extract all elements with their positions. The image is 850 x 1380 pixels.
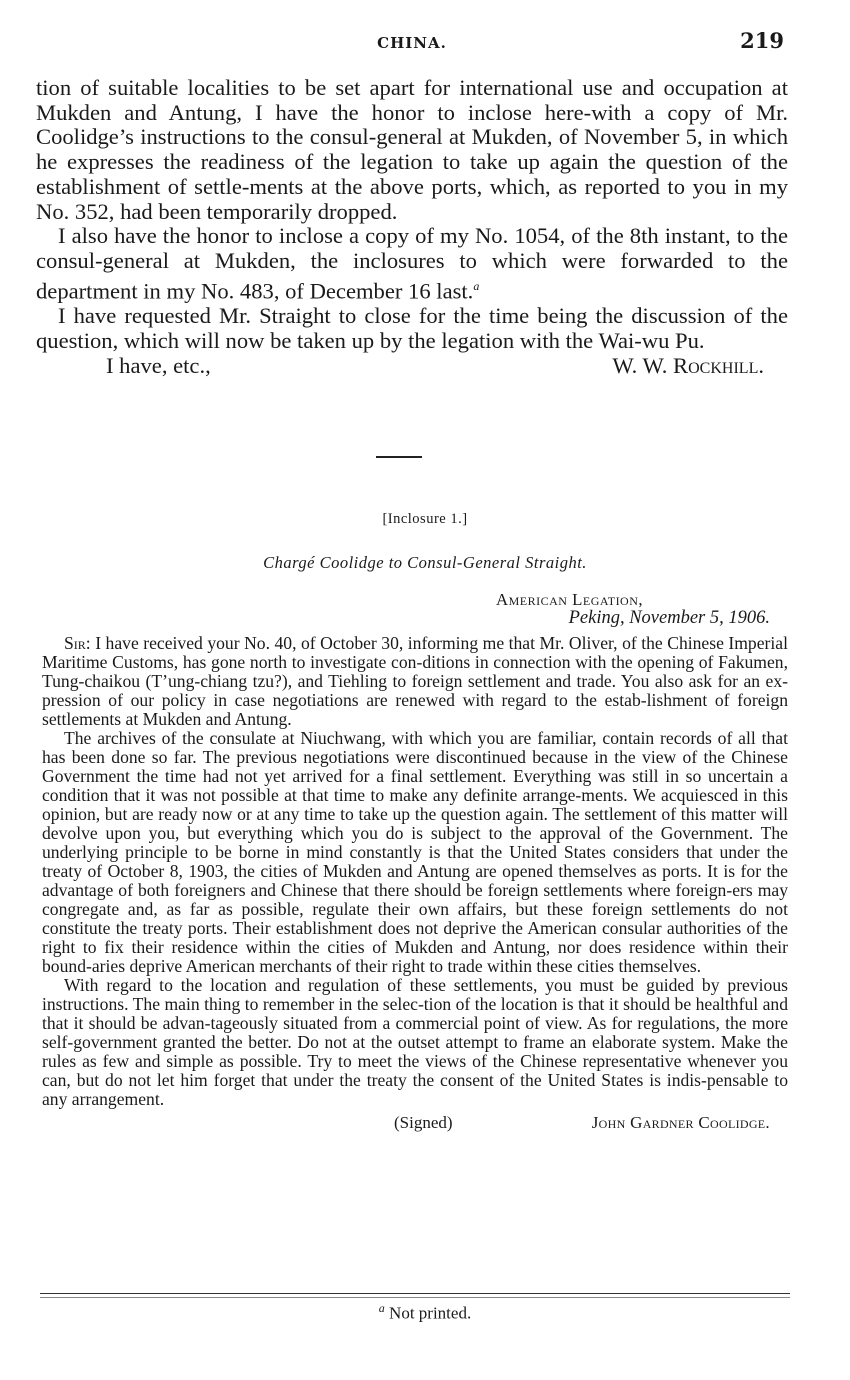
dateline xyxy=(440,590,770,628)
page-number: 219 xyxy=(740,28,784,53)
inclosure-paragraph-1 xyxy=(42,634,788,729)
dateline-place: American Legation, xyxy=(496,590,644,609)
inclosure-signature-row xyxy=(42,1113,788,1135)
footnote-text: Not printed. xyxy=(389,1303,472,1323)
footnote xyxy=(0,1301,850,1324)
letter-closing: I have, etc., xyxy=(106,353,211,379)
salutation: Sir: xyxy=(64,633,91,653)
section-divider xyxy=(376,456,422,458)
letter-paragraph-1: tion of suitable localities to be set apart for international use and occupation at Mukden and Antung, I have the honor to inclose here-with a copy of Mr. Coolidge’s instructions to the consul-general at Mukden, of November 5, in which he expresses the readiness of the legation to take up again the question of the establishment of settle-ments at the above ports, which, as reported to you in my No. 352, had been temporarily dropped. xyxy=(36,75,788,224)
footnote-reference: a xyxy=(473,278,480,293)
letter-paragraph-3: I have requested Mr. Straight to close for the time being the discussion of the question, which will now be taken up by the legation with the Wai-wu Pu. xyxy=(36,302,788,353)
footnote-rule-secondary xyxy=(40,1297,790,1298)
inclosure-signer: John Gardner Coolidge. xyxy=(591,1113,770,1132)
running-title: CHINA. xyxy=(377,34,447,52)
letter-body xyxy=(36,76,788,380)
letter-paragraph-2 xyxy=(36,224,788,304)
signed-label: (Signed) xyxy=(394,1113,453,1132)
inclosure-title: Chargé Coolidge to Consul-General Straight. xyxy=(263,553,587,572)
dateline-date: Peking, November 5, 1906. xyxy=(568,608,770,628)
inclosure-label: [Inclosure 1.] xyxy=(382,511,468,527)
inclosure-paragraph-2: The archives of the consulate at Niuchwang, with which you are familiar, contain records of all that has been done so far. The previous negotiations were discontinued because in the view of the Chinese Government the time had not yet arrived for a final settlement. Everything was still in so uncertain a condition that it was not possible at that time to make any definite arrange-ments. We acquiesced in this opinion, but are ready now or at any time to take up the question again. The settlement of this matter will devolve upon you, but everything which you do is subject to the approval of the Government. The underlying principle to be borne in mind constantly is that the United States considers that under the treaty of October 8, 1903, the cities of Mukden and Antung are opened themselves as ports. It is for the advantage of both foreigners and Chinese that there should be foreign settlements where foreign-ers may congregate and, as far as possible, regulate their own affairs, but these foreign settlements do not constitute the treaty ports. Their establishment does not deprive the American consular authorities of the right to fix their residence within the cities of Mukden and Antung, nor does residence within their bound-aries deprive American merchants of their right to trade within these cities themselves. xyxy=(42,728,788,976)
inclosure-body xyxy=(42,634,788,1135)
letter-signer: W. W. Rockhill. xyxy=(612,353,764,379)
inclosure-paragraph-3: With regard to the location and regulation of these settlements, you must be guided by previous instructions. The main thing to remember in the selec-tion of the location is that it should be healthful and that it should be advan-tageously situated from a commercial point of view. As for regulations, the more self-government granted the better. Do not at the outset attempt to frame an elaborate system. Make the rules as few and simple as possible. Try to meet the views of the Chinese representative whenever you can, but do not let him forget that under the treaty the consent of the United States is indis-pensable to any arrangement. xyxy=(42,975,788,1109)
running-head xyxy=(36,28,788,58)
footnote-rule xyxy=(40,1293,790,1294)
inclosure-paragraph-1-text: I have received your No. 40, of October 30, informing me that Mr. Oliver, of the Chinese Imperial Maritime Customs, has gone north to investigate con-ditions in connection with the opening of Fakumen, Tung-chaikou (T’ung-chiang tzu?), and Tiehling to foreign settlement and trade. You also ask for an ex-pression of our policy in case negotiations are renewed with regard to the estab-lishment of foreign settlements at Mukden and Antung. xyxy=(42,633,788,729)
footnote-mark: a xyxy=(378,1301,385,1315)
letter-paragraph-2-text: I also have the honor to inclose a copy of my No. 1054, of the 8th instant, to the consul-general at Mukden, the inclosures to which were forwarded to the department in my No. 483, of December 16 last. xyxy=(36,223,788,304)
letter-signature-row xyxy=(36,354,788,380)
